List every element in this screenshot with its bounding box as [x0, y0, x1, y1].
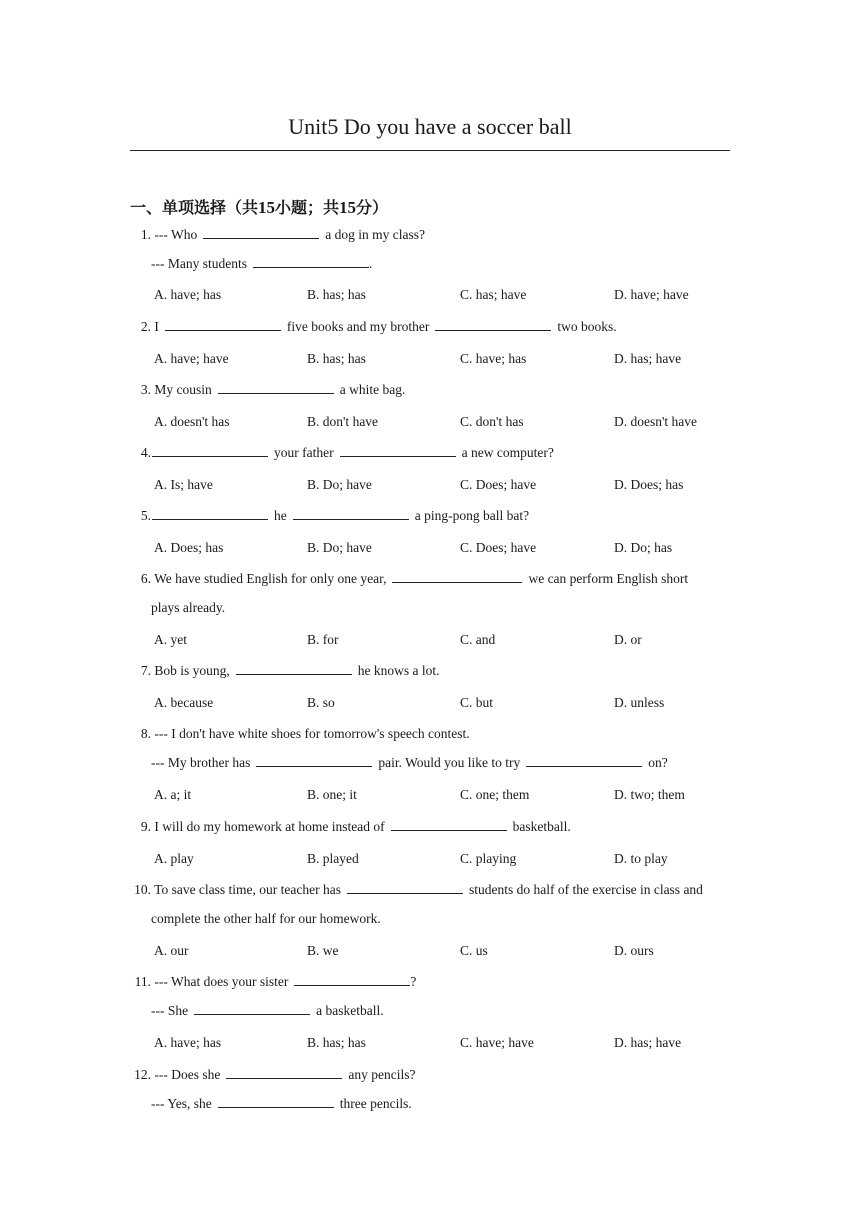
option-c[interactable]: C. has; have	[460, 287, 527, 302]
option-a[interactable]: A. Is; have	[154, 477, 213, 492]
question-text: complete the other half for our homework.	[151, 911, 381, 926]
question-line	[151, 910, 381, 928]
option-c[interactable]: C. but	[460, 695, 494, 710]
question-number: 12.	[134, 1067, 151, 1082]
question-text: plays already.	[151, 600, 226, 615]
option-c[interactable]: C. playing	[460, 851, 517, 866]
question-line	[130, 725, 470, 743]
question-text: I	[154, 319, 159, 334]
option-d[interactable]: D. Do; has	[614, 540, 673, 555]
question-text: a basketball.	[316, 1003, 384, 1018]
question-text: --- Who	[154, 227, 198, 242]
question-line	[130, 226, 425, 244]
option-b[interactable]: B. Do; have	[307, 540, 372, 555]
section-suffix: 分）	[356, 198, 389, 217]
question-line	[130, 818, 571, 836]
option-a[interactable]: A. our	[154, 943, 189, 958]
page-title: Unit5 Do you have a soccer ball	[288, 114, 572, 139]
section-score: 15	[339, 198, 357, 217]
option-c[interactable]: C. have; has	[460, 351, 527, 366]
question-text: pair. Would you like to try	[378, 755, 521, 770]
option-c[interactable]: C. Does; have	[460, 540, 537, 555]
answer-blank[interactable]	[165, 318, 281, 331]
option-b[interactable]: B. one; it	[307, 787, 357, 802]
question-text: three pencils.	[339, 1096, 412, 1111]
option-a[interactable]: A. play	[154, 851, 194, 866]
question-number: 5.	[140, 508, 151, 523]
question-number: 3.	[140, 382, 151, 397]
question-number: 7.	[140, 663, 151, 678]
option-d[interactable]: D. two; them	[614, 787, 685, 802]
answer-blank[interactable]	[293, 507, 409, 520]
option-b[interactable]: B. don't have	[307, 414, 379, 429]
option-a[interactable]: A. yet	[154, 632, 187, 647]
option-d[interactable]: D. has; have	[614, 351, 682, 366]
option-b[interactable]: B. has; has	[307, 287, 366, 302]
answer-blank[interactable]	[218, 1095, 334, 1108]
question-text: on?	[648, 755, 668, 770]
answer-blank[interactable]	[392, 570, 522, 583]
question-number: 1.	[140, 227, 151, 242]
answer-blank[interactable]	[340, 444, 456, 457]
question-text: My cousin	[154, 382, 212, 397]
question-line	[130, 444, 554, 462]
option-c[interactable]: C. one; them	[460, 787, 530, 802]
question-line	[151, 599, 225, 617]
option-c[interactable]: C. Does; have	[460, 477, 537, 492]
question-text: To save class time, our teacher has	[154, 882, 341, 897]
answer-blank[interactable]	[435, 318, 551, 331]
option-b[interactable]: B. has; has	[307, 1035, 366, 1050]
option-d[interactable]: D. doesn't have	[614, 414, 698, 429]
question-text: your father	[274, 445, 334, 460]
question-text: --- Does she	[154, 1067, 221, 1082]
option-d[interactable]: D. or	[614, 632, 642, 647]
option-c[interactable]: C. don't has	[460, 414, 524, 429]
option-a[interactable]: A. have; has	[154, 287, 222, 302]
answer-blank[interactable]	[236, 662, 352, 675]
answer-blank[interactable]	[152, 507, 268, 520]
answer-blank[interactable]	[152, 444, 268, 457]
question-text: ?	[410, 974, 417, 989]
question-line	[130, 1066, 415, 1084]
question-text: --- Many students	[151, 256, 247, 271]
question-text: he knows a lot.	[357, 663, 440, 678]
question-number: 11.	[134, 974, 151, 989]
answer-blank[interactable]	[218, 381, 334, 394]
option-b[interactable]: B. has; has	[307, 351, 366, 366]
option-a[interactable]: A. Does; has	[154, 540, 224, 555]
question-line	[130, 662, 440, 680]
answer-blank[interactable]	[391, 818, 507, 831]
option-c[interactable]: C. and	[460, 632, 496, 647]
question-text: .	[368, 256, 373, 271]
question-text: we can perform English short	[528, 571, 689, 586]
answer-blank[interactable]	[194, 1002, 310, 1015]
question-text: a new computer?	[461, 445, 554, 460]
option-a[interactable]: A. because	[154, 695, 214, 710]
question-number: 6.	[140, 571, 151, 586]
section-mid: 小题；共	[275, 198, 340, 217]
answer-blank[interactable]	[526, 754, 642, 767]
question-number: 2.	[140, 319, 151, 334]
option-d[interactable]: D. Does; has	[614, 477, 684, 492]
answer-blank[interactable]	[203, 226, 319, 239]
question-text: five books and my brother	[286, 319, 430, 334]
option-b[interactable]: B. for	[307, 632, 339, 647]
option-b[interactable]: B. Do; have	[307, 477, 372, 492]
section-count: 15	[258, 198, 276, 217]
question-text: --- She	[151, 1003, 189, 1018]
question-text: two books.	[557, 319, 617, 334]
option-c[interactable]: C. have; have	[460, 1035, 534, 1050]
question-line	[130, 973, 416, 991]
question-text: students do half of the exercise in class and	[469, 882, 703, 897]
question-number: 8.	[140, 726, 151, 741]
option-c[interactable]: C. us	[460, 943, 488, 958]
option-b[interactable]: B. so	[307, 695, 335, 710]
answer-blank[interactable]	[253, 255, 369, 268]
question-line	[130, 570, 688, 588]
option-d[interactable]: D. have; have	[614, 287, 689, 302]
answer-blank[interactable]	[256, 754, 372, 767]
option-b[interactable]: B. played	[307, 851, 359, 866]
question-text: a ping-pong ball bat?	[414, 508, 530, 523]
question-text: --- I don't have white shoes for tomorrow's speech contest.	[154, 726, 470, 741]
option-d[interactable]: D. ours	[614, 943, 654, 958]
option-d[interactable]: D. to play	[614, 851, 668, 866]
section-prefix: 一、单项选择（共	[130, 198, 259, 217]
option-a[interactable]: A. doesn't has	[154, 414, 230, 429]
question-line	[151, 255, 372, 273]
answer-blank[interactable]	[226, 1066, 342, 1079]
option-a[interactable]: A. have; has	[154, 1035, 222, 1050]
question-text: --- Yes, she	[151, 1096, 212, 1111]
title-divider	[130, 150, 730, 151]
option-a[interactable]: A. a; it	[154, 787, 192, 802]
question-text: any pencils?	[348, 1067, 416, 1082]
question-line	[130, 507, 529, 525]
question-text: basketball.	[512, 819, 571, 834]
question-line	[151, 1002, 384, 1020]
question-text: --- My brother has	[151, 755, 251, 770]
question-number: 9.	[140, 819, 151, 834]
question-line	[130, 318, 617, 336]
answer-blank[interactable]	[294, 973, 410, 986]
option-a[interactable]: A. have; have	[154, 351, 229, 366]
option-d[interactable]: D. has; have	[614, 1035, 682, 1050]
question-text: a white bag.	[339, 382, 406, 397]
question-number: 4.	[140, 445, 151, 460]
question-line	[130, 881, 703, 899]
question-number: 10.	[134, 882, 151, 897]
option-d[interactable]: D. unless	[614, 695, 665, 710]
question-line	[151, 754, 668, 772]
section-heading	[130, 197, 388, 219]
question-line	[130, 381, 405, 399]
question-text: Bob is young,	[154, 663, 230, 678]
question-line	[151, 1095, 412, 1113]
question-text: I will do my homework at home instead of	[154, 819, 385, 834]
option-b[interactable]: B. we	[307, 943, 339, 958]
question-text: a dog in my class?	[325, 227, 425, 242]
answer-blank[interactable]	[347, 881, 463, 894]
question-text: he	[274, 508, 287, 523]
question-text: We have studied English for only one year,	[154, 571, 387, 586]
question-text: --- What does your sister	[154, 974, 289, 989]
